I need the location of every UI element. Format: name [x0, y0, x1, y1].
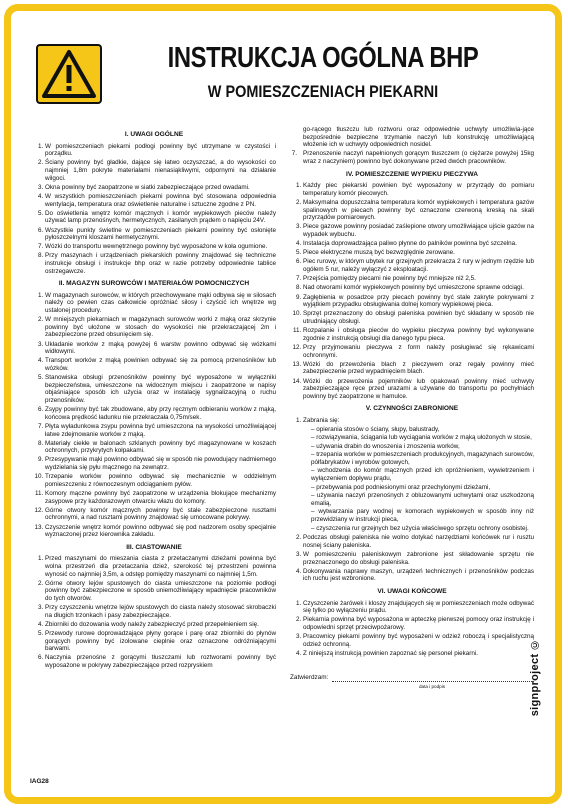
list-item: 11. Komory mączne powinny być zaopatrzone w urządzenia blokujące mechanizmy zasypowe przy każdorazowym otwarciu włazu do komory.: [45, 490, 276, 505]
list-item: 4. Zbiorniki do dozowania wody należy zabezpieczyć przed przepełnieniem się.: [45, 621, 276, 629]
list-item: 9. Przesypywanie mąki powinno odbywać się w sposób nie powodujący nadmiernego wydzielania się pyłu mącznego na zewnątrz.: [45, 456, 276, 471]
section-heading: VI. UWAGI KOŃCOWE: [377, 587, 447, 595]
list-item: 2. Górne otwory lejów spustowych do ciasta umieszczone na poziomie podłogi powinny być zabezpieczone w sposób uniemożliwiający wpadnięcie pracowników do tych otworów.: [45, 580, 276, 603]
sub-item: – wchodzenia do komór mącznych przed ich opróżnieniem, wywietrzeniem i wyłączeniem dopływu prądu,: [311, 467, 534, 483]
section-list: [290, 600, 534, 658]
list-item: 12. Przy przyjmowaniu pieczywa z form należy posługiwać się rękawicami ochronnymi.: [303, 344, 534, 359]
section-list: [290, 182, 534, 400]
sign-content: [22, 22, 544, 786]
content-columns: [32, 126, 534, 786]
sub-item: – wytwarzania pary wodnej w komorach wypiekowych w sposób inny niż przewidziany w instrukcji pieca,: [311, 508, 534, 524]
brand-logo: signproject ©: [529, 637, 541, 716]
list-item: 13. Czyszczenie wnętrz komór powinno odbywać się pod nadzorem osoby specjalnie wyznaczonej przez kierownika zakładu.: [45, 524, 276, 539]
warning-triangle-icon: [36, 44, 102, 104]
sub-item: – opierania stosów o ściany, słupy, balustrady,: [311, 425, 440, 433]
left-column: [32, 126, 276, 786]
list-item: 8. Materiały ciekłe w balonach szklanych powinny być magazynowane w koszach ochronnych, przykrytych kołpakami.: [45, 440, 276, 455]
approval-label: Zatwierdzam:: [290, 673, 329, 681]
continued-text: go-rącego tłuszczu lub roztworu oraz odpowiednie uchwyty umożliwia-jące bezpośrednie bezpieczne trzymanie naczyń lub konstrukcję umożliwiającą włożenie ich w uchwyty odpowiednich nosidel.: [303, 126, 534, 149]
product-code: IAG28: [30, 778, 49, 785]
list-item: 8. Przy maszynach i urządzeniach piekarskich powinny znajdować się techniczne instrukcje obsługi i instrukcje bhp oraz w razie potrzeby odpowiednie tablice ostrzegawcze.: [45, 252, 276, 275]
signature-hint: data i podpis: [418, 683, 446, 689]
section-list: [32, 555, 276, 669]
list-item: 3. Okna powinny być zaopatrzone w siatki zabezpieczające przed owadami.: [45, 184, 276, 192]
list-item: 4. Transport worków z mąką powinien odbywać się za pomocą przenośników lub wózków.: [45, 357, 276, 372]
list-item: 2. Piekarnia powinna być wyposażona w apteczkę pierwszej pomocy oraz instrukcję i odpowiedni sprzęt przeciwpożarowy.: [303, 616, 534, 631]
list-item: 5. Stanowiska obsługi przenośników powinny być wyposażone w wyłączniki bezpieczeństwa, umieszczone na widocznym miejscu i zaopatrzone w napisy objaśniające sposób ich użycia oraz w instalację sygnalizacyjną o ruchu przenośników.: [45, 374, 276, 404]
list-item: 12. Górne otwory komór mącznych powinny być stale zabezpieczone rusztami ochronnymi, a nad rusztami powinny znajdować się umocowane pokrywy.: [45, 507, 276, 522]
list-item: [290, 150, 534, 165]
list-item: 7. Płyta wyładunkowa zsypu powinna być umieszczona na wysokości umożliwiającej łatwe zdejmowanie worków z mąką.: [45, 423, 276, 438]
item-text: Zabrania się:: [303, 416, 340, 424]
list-item: 1. Czyszczenie żarówek i kloszy znajdujących się w pomieszczeniach może odbywać się tylko po wyłączeniu prądu.: [303, 600, 534, 615]
list-item: 13. Wózki do przewożenia blach z pieczywem oraz regały powinny mieć zabezpieczenie przed wypadnięciem blach.: [303, 361, 534, 376]
section-list: [32, 143, 276, 276]
list-item: 3. Piece gazowe powinny posiadać zaślepione otwory umożliwiające ujście gazów na wypadek wybuchu.: [303, 223, 534, 238]
approval-row: [290, 674, 534, 682]
list-item: 6. Naczynia przenośne z gorącymi tłuszczami lub roztworami powinny być wyposażone w pokrywy zabezpieczające przed rozpryskiem: [45, 654, 276, 669]
list-item: 3. Układanie worków z mąką powyżej 6 warstw powinno odbywać się wózkami widłowymi.: [45, 341, 276, 356]
sub-item: – przebywania pod podniesionymi oraz przechylonymi dzieżami,: [311, 483, 491, 491]
header: [22, 22, 544, 130]
list-item: 5. Do oświetlenia wnętrz komór mącznych i komór wypiekowych pieców należy używać lamp przenośnych, hermetycznych, zasilanych prądem o napięciu 24V.: [45, 210, 276, 225]
sub-item: – używania naczyń przenośnych z obluzowanymi uchwytami oraz uszkodzoną emalią,: [311, 492, 534, 507]
list-item: 6. Piec rurowy, w którym ubytek rur grzejnych przekracza 2 rury w jednym rzędzie lub ogółem 5 rur, należy wyłączyć z eksploatacji.: [303, 258, 534, 273]
section-heading: III. CIASTOWANIE: [126, 543, 182, 551]
list-item: 11. Rozpalanie i obsługa pieców do wypieku pieczywa powinny być wykonywane zgodnie z instrukcją obsługi dla danego typu pieca.: [303, 327, 534, 342]
list-item: 1. W pomieszczeniach piekarni podłogi powinny być utrzymane w czystości i porządku.: [45, 143, 276, 158]
sub-list: [303, 426, 534, 533]
section-heading: I. UWAGI OGÓLNE: [124, 131, 184, 138]
list-item: 4. Dokonywania naprawy maszyn, urządzeń technicznych i przenośników podczas ich ruchu jest wzbronione.: [303, 568, 534, 583]
page-subtitle: W POMIESZCZENIACH PIEKARNI: [207, 82, 439, 101]
list-item: 14. Wózki do przewożenia pojemników lub opakowań powinny mieć uchwyty zabezpieczające ręce przed urazami a używane do transportu po pochyłniach powinny być zaopatrzone w hamulce.: [303, 378, 534, 401]
list-item: 2. Maksymalna dopuszczalna temperatura komór wypiekowych i temperatura gazów spalinowych w piecach powinny być oznaczone czerwoną kreską na skali przyrządów pomiarowych.: [303, 199, 534, 222]
list-item: 7. Przejścia pomiędzy piecami nie powinny być mniejsze niż 2,5.: [303, 275, 534, 283]
list-item: 5. Przewody rurowe doprowadzające płyny gorące i parę oraz zbiorniki do płynów gorących powinny być izolowane cieplnie oraz oznaczone odróżniającymi barwami.: [45, 630, 276, 653]
list-item: 10. Sprzęt przeznaczony do obsługi paleniska powinien być składany w sposób nie utrudniający obsługi.: [303, 310, 534, 325]
list-item: 8. Nad otworami komór wypiekowych powinny być umieszczone sprawne odciągi.: [303, 284, 534, 292]
list-item: 3. W pomieszczeniu paleniskowym zabronione jest składowanie sprzętu nie przeznaczonego do obsługi paleniska.: [303, 551, 534, 566]
sub-item: – trzepania worków w pomieszczeniach produkcyjnych, magazynach surowców, półfabrykatów i wyrobów gotowych,: [311, 451, 534, 466]
list-item: 6. Zsypy powinny być tak zbudowane, aby przy ręcznym odbieraniu worków z mąką, końcowa prędkość ładunku nie przekraczała 0,75m/sek.: [45, 406, 276, 421]
list-item: 3. Pracownicy piekarni powinny być wyposażeni w odzież roboczą i specjalistyczną odzież ochronną.: [303, 633, 534, 648]
list-item: 2. Ściany powinny być gładkie, dające się łatwo oczyszczać, a do wysokości co najmniej 1,8m pokryte materiałami nienasiąkliwymi, odpornymi na działanie wilgoci.: [45, 159, 276, 182]
list-item: 1. Każdy piec piekarski powinien być wyposażony w przyrządy do pomiaru temperatury komór piecowych.: [303, 182, 534, 197]
list-item: 1. Przed maszynami do mieszania ciasta z przetaczanymi dzieżami powinna być wolna przestrzeń dla przetaczania dzież, szerokość tej przestrzeni powinna wynosić co najmniej 3,5m, a odstęp pomiędzy maszynami co najmniej 1,5m.: [45, 555, 276, 578]
sub-item: – używania drabin do wnoszenia i znoszenia worków,: [311, 442, 460, 450]
list-item: 5. Piece elektryczne muszą być bezwzględnie zerowane.: [303, 249, 534, 257]
item-text: Przenoszenie naczyń napełnionych gorącym tłuszczem (o ciężarze powyżej 15kg wraz z naczyniem) powinno być dokonywane przed dwóch pracowników.: [303, 150, 534, 165]
list-item: 4. W wszystkich pomieszczeniach piekarni powinna być stosowana odpowiednia wentylacja, temperatura oraz oświetlenie naturalne i sztuczne zgodne z PN.: [45, 193, 276, 208]
section-heading: IV. POMIESZCZENIE WYPIEKU PIECZYWA: [345, 170, 479, 178]
right-column: [290, 126, 534, 786]
section-heading: II. MAGAZYN SUROWCÓW I MATERIAŁÓW POMOCNICZYCH: [58, 280, 250, 288]
section-heading: V. CZYNNOŚCI ZABRONIONE: [365, 405, 459, 413]
section-list: [290, 417, 534, 583]
list-item: 10. Trzepanie worków powinno odbywać się mechanicznie w oddzielnym pomieszczeniu z równoczesnym odciąganiem pyłów.: [45, 473, 276, 488]
list-item: 4. Z niniejszą instrukcją powinien zapoznać się personel piekarni.: [303, 650, 534, 658]
item-number: 7.: [291, 150, 297, 158]
signature-line: [332, 674, 534, 682]
list-item: 9. Zagłębienia w posadzce przy piecach powinny być stale zakryte pokrywami z wyjątkiem przypadku obsługiwania dolnej komory wypiekowej pieca.: [303, 294, 534, 309]
sub-item: – czyszczenia rur grzejnych bez użycia właściwego sprzętu ochrony osobistej.: [311, 524, 529, 532]
safety-sign: [4, 4, 562, 804]
section-list: [32, 292, 276, 539]
list-item: 7. Wózki do transportu wewnętrznego powinny być wyposażone w koła ogumione.: [45, 243, 276, 251]
list-item: 4. Instalacja doprowadzająca paliwo płynne do palników powinna być szczelna.: [303, 240, 534, 248]
list-item: 1. W magazynach surowców, w których przechowywane mąki odbywa się w silosach należy co pewien czas całkowicie opróżniać silosy i czyścić ich wnętrze wg ustalonej procedury.: [45, 292, 276, 315]
list-item: 6. Wszystkie punkty świetlne w pomieszczeniach piekarni powinny być osłonięte pyłoszczelnymi kloszami hermetycznymi.: [45, 227, 276, 242]
list-item: 2. W mniejszych piekarniach w magazynach surowców worki z mąką oraz skrzynie powinny być ułożone w stosach do wysokości nie przekraczającej 2m i zabezpieczone przed obsunięciem się.: [45, 316, 276, 339]
sub-item: – rozwiązywania, ściągania lub wyciągania worków z mąką ułożonych w stosie,: [311, 434, 532, 442]
list-item: 3. Przy czyszczeniu wnętrze lejów spustowych do ciasta należy stosować skrobaczki na długich trzonkach i pasy zabezpieczające.: [45, 604, 276, 619]
list-item: 2. Podczas obsługi paleniska nie wolno dotykać narzędziami końcówek rur i rusztu nosnej ściany paleniska.: [303, 534, 534, 549]
list-item: [303, 417, 534, 532]
page-title: INSTRUKCJA OGÓLNA BHP: [167, 42, 479, 74]
